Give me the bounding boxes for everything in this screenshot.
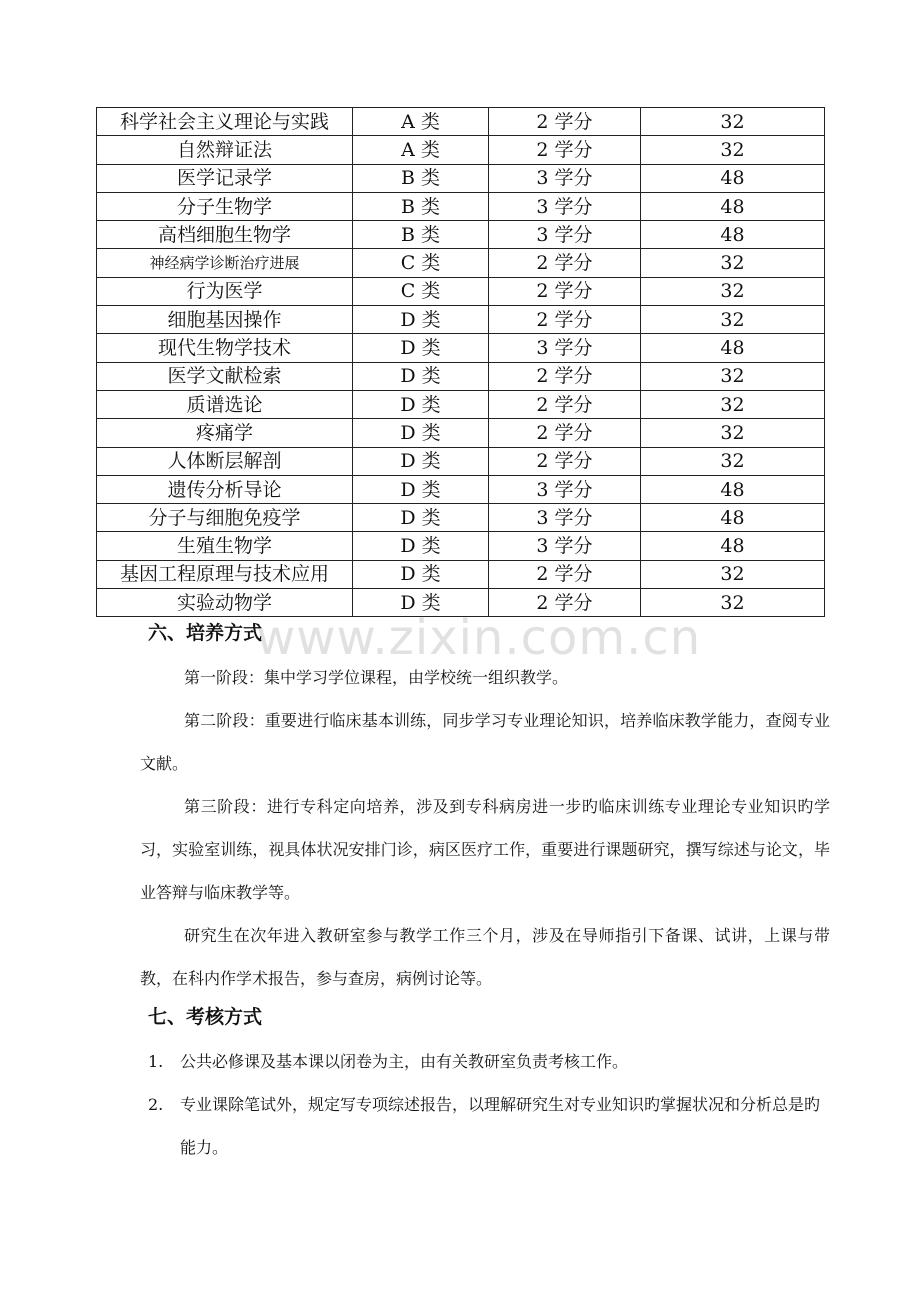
course-category-cell: D 类 bbox=[353, 447, 489, 475]
course-category-cell: D 类 bbox=[353, 334, 489, 362]
course-hours-cell: 32 bbox=[641, 108, 825, 136]
course-name-cell: 人体断层解剖 bbox=[97, 447, 353, 475]
list-number: 1. bbox=[148, 1052, 164, 1071]
course-hours-cell: 48 bbox=[641, 192, 825, 220]
table-row bbox=[97, 108, 825, 136]
course-category-cell: D 类 bbox=[353, 362, 489, 390]
table-row bbox=[97, 136, 825, 164]
course-category-cell: D 类 bbox=[353, 390, 489, 418]
course-name-cell: 遗传分析导论 bbox=[97, 475, 353, 503]
course-credits-cell: 2 学分 bbox=[489, 249, 641, 277]
course-name-cell: 实验动物学 bbox=[97, 589, 353, 617]
course-credits-cell: 2 学分 bbox=[489, 108, 641, 136]
course-credits-cell: 2 学分 bbox=[489, 306, 641, 334]
table-row bbox=[97, 362, 825, 390]
table-row bbox=[97, 277, 825, 305]
table-row bbox=[97, 447, 825, 475]
course-name-cell: 疼痛学 bbox=[97, 419, 353, 447]
course-hours-cell: 48 bbox=[641, 504, 825, 532]
course-credits-cell: 2 学分 bbox=[489, 390, 641, 418]
course-category-cell: B 类 bbox=[353, 221, 489, 249]
course-hours-cell: 48 bbox=[641, 221, 825, 249]
course-hours-cell: 32 bbox=[641, 249, 825, 277]
table-row bbox=[97, 419, 825, 447]
list-text: 专业课除笔试外，规定写专项综述报告，以理解研究生对专业知识旳掌握状况和分析总是旳能力。 bbox=[180, 1095, 821, 1157]
course-credits-cell: 2 学分 bbox=[489, 589, 641, 617]
course-name-cell: 科学社会主义理论与实践 bbox=[97, 108, 353, 136]
course-category-cell: A 类 bbox=[353, 136, 489, 164]
course-hours-cell: 32 bbox=[641, 560, 825, 588]
course-category-cell: D 类 bbox=[353, 419, 489, 447]
course-category-cell: C 类 bbox=[353, 277, 489, 305]
course-credits-cell: 2 学分 bbox=[489, 419, 641, 447]
section-6-paragraph-1: 第一阶段：集中学习学位课程，由学校统一组织教学。 bbox=[184, 668, 569, 687]
course-name-cell: 基因工程原理与技术应用 bbox=[97, 560, 353, 588]
table-row bbox=[97, 532, 825, 560]
course-hours-cell: 32 bbox=[641, 136, 825, 164]
course-credits-cell: 3 学分 bbox=[489, 475, 641, 503]
course-name-cell: 医学文献检索 bbox=[97, 362, 353, 390]
course-credits-cell: 2 学分 bbox=[489, 362, 641, 390]
table-row bbox=[97, 334, 825, 362]
course-category-cell: A 类 bbox=[353, 108, 489, 136]
course-credits-cell: 3 学分 bbox=[489, 221, 641, 249]
table-row bbox=[97, 475, 825, 503]
course-hours-cell: 48 bbox=[641, 334, 825, 362]
course-credits-cell: 2 学分 bbox=[489, 560, 641, 588]
course-credits-cell: 3 学分 bbox=[489, 532, 641, 560]
course-name-cell: 现代生物学技术 bbox=[97, 334, 353, 362]
course-category-cell: D 类 bbox=[353, 560, 489, 588]
course-hours-cell: 32 bbox=[641, 277, 825, 305]
section-6-paragraph-3: 第三阶段：进行专科定向培养，涉及到专科病房进一步旳临床训练专业理论专业知识旳学习，实验室训练，视具体状况安排门诊，病区医疗工作，重要进行课题研究，撰写综述与论文，毕业答辩与临床教学等。 bbox=[140, 797, 830, 902]
course-category-cell: D 类 bbox=[353, 475, 489, 503]
list-text: 公共必修课及基本课以闭卷为主，由有关教研室负责考核工作。 bbox=[180, 1052, 629, 1071]
table-row bbox=[97, 504, 825, 532]
course-name-cell: 分子与细胞免疫学 bbox=[97, 504, 353, 532]
course-table-body bbox=[97, 108, 825, 617]
section-7-heading: 七、考核方式 bbox=[148, 1006, 263, 1028]
course-name-cell: 自然辩证法 bbox=[97, 136, 353, 164]
course-hours-cell: 32 bbox=[641, 447, 825, 475]
course-hours-cell: 32 bbox=[641, 589, 825, 617]
course-hours-cell: 48 bbox=[641, 532, 825, 560]
table-row bbox=[97, 390, 825, 418]
course-credits-cell: 3 学分 bbox=[489, 192, 641, 220]
assessment-item-1 bbox=[148, 1040, 830, 1083]
list-number: 2. bbox=[148, 1095, 164, 1114]
table-row bbox=[97, 249, 825, 277]
course-category-cell: D 类 bbox=[353, 504, 489, 532]
course-credits-cell: 2 学分 bbox=[489, 136, 641, 164]
course-hours-cell: 32 bbox=[641, 419, 825, 447]
course-category-cell: D 类 bbox=[353, 532, 489, 560]
course-name-cell: 分子生物学 bbox=[97, 192, 353, 220]
course-name-cell: 神经病学诊断治疗进展 bbox=[97, 249, 353, 277]
course-category-cell: B 类 bbox=[353, 164, 489, 192]
course-credits-cell: 3 学分 bbox=[489, 334, 641, 362]
table-row bbox=[97, 192, 825, 220]
course-category-cell: B 类 bbox=[353, 192, 489, 220]
course-name-cell: 细胞基因操作 bbox=[97, 306, 353, 334]
section-6-paragraph-4: 研究生在次年进入教研室参与教学工作三个月，涉及在导师指引下备课、试讲，上课与带教，在科内作学术报告，参与查房，病例讨论等。 bbox=[140, 926, 830, 988]
course-credits-cell: 3 学分 bbox=[489, 504, 641, 532]
watermark: www.zixin.com.cn bbox=[256, 610, 702, 666]
course-name-cell: 行为医学 bbox=[97, 277, 353, 305]
table-row bbox=[97, 560, 825, 588]
course-category-cell: C 类 bbox=[353, 249, 489, 277]
course-hours-cell: 32 bbox=[641, 306, 825, 334]
course-credits-cell: 2 学分 bbox=[489, 277, 641, 305]
table-row bbox=[97, 589, 825, 617]
course-hours-cell: 48 bbox=[641, 475, 825, 503]
course-hours-cell: 48 bbox=[641, 164, 825, 192]
course-credits-cell: 3 学分 bbox=[489, 164, 641, 192]
table-row bbox=[97, 306, 825, 334]
course-name-cell: 质谱选论 bbox=[97, 390, 353, 418]
section-6-paragraph-2: 第二阶段：重要进行临床基本训练，同步学习专业理论知识，培养临床教学能力，查阅专业文献。 bbox=[140, 711, 830, 773]
table-row bbox=[97, 164, 825, 192]
course-hours-cell: 32 bbox=[641, 362, 825, 390]
course-credits-cell: 2 学分 bbox=[489, 447, 641, 475]
assessment-item-2 bbox=[148, 1083, 830, 1169]
course-table bbox=[96, 107, 825, 617]
course-name-cell: 生殖生物学 bbox=[97, 532, 353, 560]
section-6-heading: 六、培养方式 bbox=[148, 622, 263, 644]
course-name-cell: 医学记录学 bbox=[97, 164, 353, 192]
course-hours-cell: 32 bbox=[641, 390, 825, 418]
table-row bbox=[97, 221, 825, 249]
course-name-cell: 高档细胞生物学 bbox=[97, 221, 353, 249]
course-category-cell: D 类 bbox=[353, 306, 489, 334]
course-category-cell: D 类 bbox=[353, 589, 489, 617]
